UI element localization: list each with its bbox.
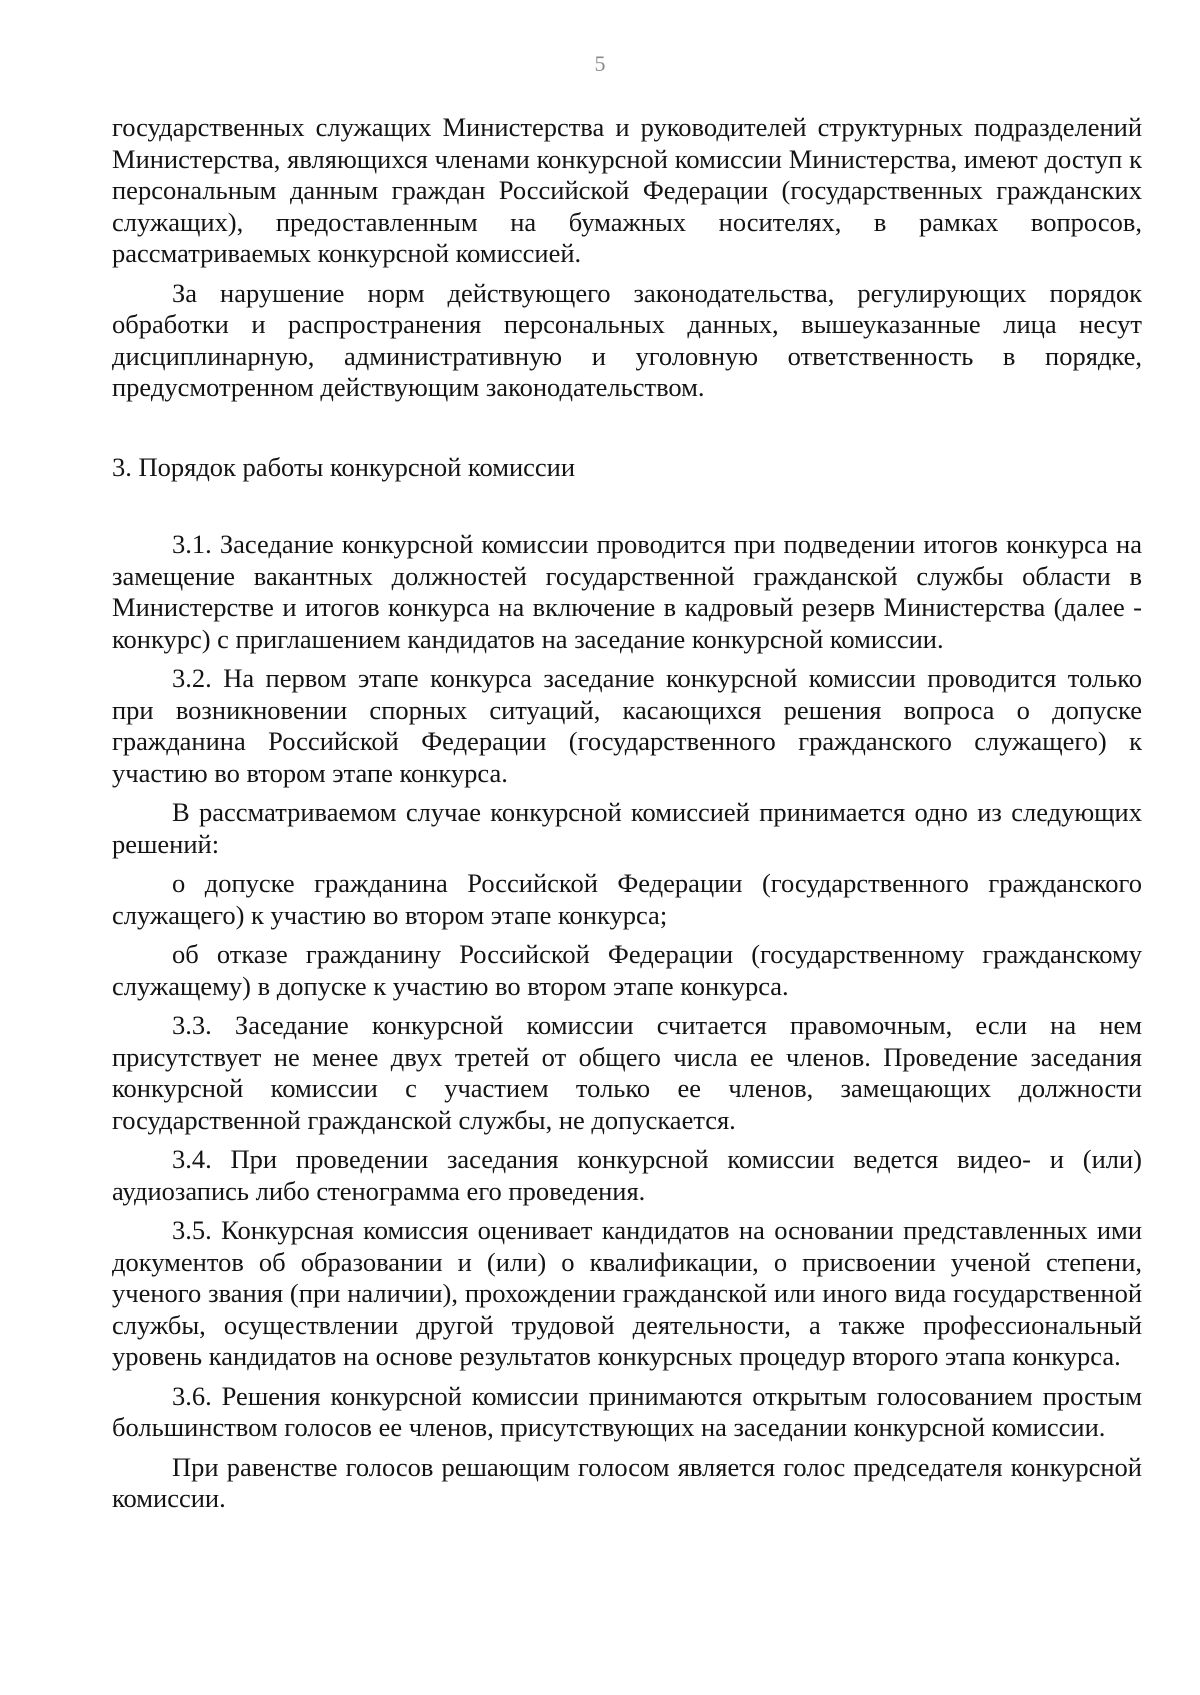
- paragraph-3-2-admission: о допуске гражданина Российской Федерации (государственного гражданского служащего) к участию во втором этапе конкурса;: [112, 868, 1142, 930]
- paragraph-liability: За нарушение норм действующего законодательства, регулирующих порядок обработки и распространения персональных данных, вышеуказанные лица несут дисциплинарную, административную и уголовную ответственность в порядке, предусмотренном действующим законодательством.: [112, 277, 1142, 402]
- paragraph-3-5: 3.5. Конкурсная комиссия оценивает кандидатов на основании представленных ими документов об образовании и (или) о квалификации, о присвоении ученой степени, ученого звания (при наличии), прохождении гражданской или иного вида государственной службы, осуществлении другой трудовой деятельности, а также профессиональный уровень кандидатов на основе результатов конкурсных процедур второго этапа конкурса.: [112, 1215, 1142, 1371]
- paragraph-3-4: 3.4. При проведении заседания конкурсной комиссии ведется видео- и (или) аудиозапись либо стенограмма его проведения.: [112, 1144, 1142, 1206]
- paragraph-3-2-refusal: об отказе гражданину Российской Федерации (государственному гражданскому служащему) в допуске к участию во втором этапе конкурса.: [112, 939, 1142, 1001]
- paragraph-3-3: 3.3. Заседание конкурсной комиссии считается правомочным, если на нем присутствует не менее двух третей от общего числа ее членов. Проведение заседания конкурсной комиссии с участием только ее членов, замещающих должности государственной гражданской службы, не допускается.: [112, 1010, 1142, 1135]
- paragraph-3-2: 3.2. На первом этапе конкурса заседание конкурсной комиссии проводится только при возникновении спорных ситуаций, касающихся решения вопроса о допуске гражданина Российской Федерации (государственного гражданского служащего) к участию во втором этапе конкурса.: [112, 663, 1142, 788]
- paragraph-3-1: 3.1. Заседание конкурсной комиссии проводится при подведении итогов конкурса на замещение вакантных должностей государственной гражданской службы области в Министерстве и итогов конкурса на включение в кадровый резерв Министерства (далее - конкурс) с приглашением кандидатов на заседание конкурсной комиссии.: [112, 529, 1142, 654]
- page-number: 5: [594, 51, 606, 76]
- section-heading: 3. Порядок работы конкурсной комиссии: [112, 451, 576, 482]
- paragraph-3-2-decisions: В рассматриваемом случае конкурсной комиссией принимается одно из следующих решений:: [112, 797, 1142, 859]
- paragraph-3-6: 3.6. Решения конкурсной комиссии принимаются открытым голосованием простым большинством голосов ее членов, присутствующих на заседании конкурсной комиссии.: [112, 1380, 1142, 1442]
- document-body: [112, 112, 1142, 1515]
- paragraph-access-personal-data: государственных служащих Министерства и руководителей структурных подразделений Министерства, являющихся членами конкурсной комиссии Министерства, имеют доступ к персональным данным граждан Российской Федерации (государственных гражданских служащих), предоставленным на бумажных носителях, в рамках вопросов, рассматриваемых конкурсной комиссией.: [112, 112, 1142, 268]
- paragraph-3-6-tie: При равенстве голосов решающим голосом является голос председателя конкурсной комиссии.: [112, 1451, 1142, 1513]
